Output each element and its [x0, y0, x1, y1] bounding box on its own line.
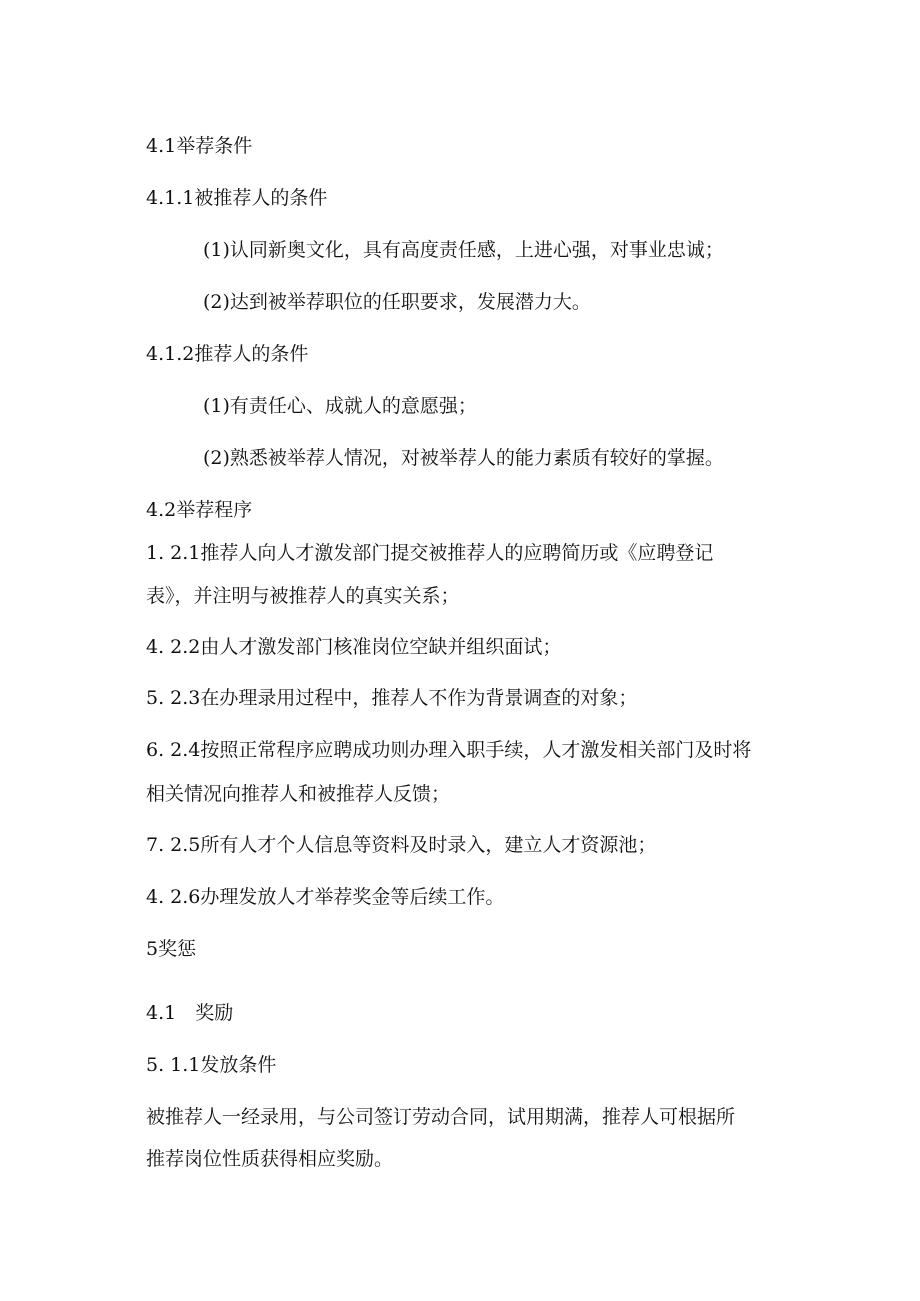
paragraph-line: 1. 2.1推荐人向人才激发部门提交被推荐人的应聘简历或《应聘登记 — [146, 542, 714, 564]
paragraph-line: 4. 2.6办理发放人才举荐奖金等后续工作。 — [146, 886, 505, 908]
paragraph-line: 4. 2.2由人才激发部门核准岗位空缺并组织面试； — [146, 636, 562, 658]
subsection-heading-4-1-2: 4.1.2推荐人的条件 — [146, 343, 309, 365]
paragraph-line: 7. 2.5所有人才个人信息等资料及时录入，建立人才资源池； — [146, 834, 657, 856]
paragraph-line: 推荐岗位性质获得相应奖励。 — [146, 1148, 394, 1170]
section-heading-4-2: 4.2举荐程序 — [146, 499, 253, 521]
paragraph-line: 5. 2.3在办理录用过程中，推荐人不作为背景调查的对象； — [146, 687, 638, 709]
section-heading-4-1: 4.1举荐条件 — [146, 135, 253, 157]
paragraph-line: 相关情况向推荐人和被推荐人反馈； — [146, 783, 451, 805]
list-item: (2)达到被举荐职位的任职要求，发展潜力大。 — [203, 291, 591, 313]
list-item: (2)熟悉被举荐人情况，对被举荐人的能力素质有较好的掌握。 — [203, 447, 724, 469]
paragraph-line: 被推荐人一经录用，与公司签订劳动合同，试用期满，推荐人可根据所 — [146, 1106, 736, 1128]
section-heading-5: 5奖惩 — [146, 938, 197, 960]
list-item: (1)有责任心、成就人的意愿强； — [203, 395, 477, 417]
list-item: (1)认同新奥文化，具有高度责任感，上进心强，对事业忠诚； — [203, 239, 724, 261]
paragraph-line: 6. 2.4按照正常程序应聘成功则办理入职手续，人才激发相关部门及时将 — [146, 739, 752, 761]
subsection-heading-5-1-1: 5. 1.1发放条件 — [146, 1054, 277, 1076]
subsection-heading-4-1-1: 4.1.1被推荐人的条件 — [146, 187, 328, 209]
subsection-heading-reward: 4.1 奖励 — [146, 1002, 234, 1024]
paragraph-line: 表》，并注明与被推荐人的真实关系； — [146, 585, 460, 607]
